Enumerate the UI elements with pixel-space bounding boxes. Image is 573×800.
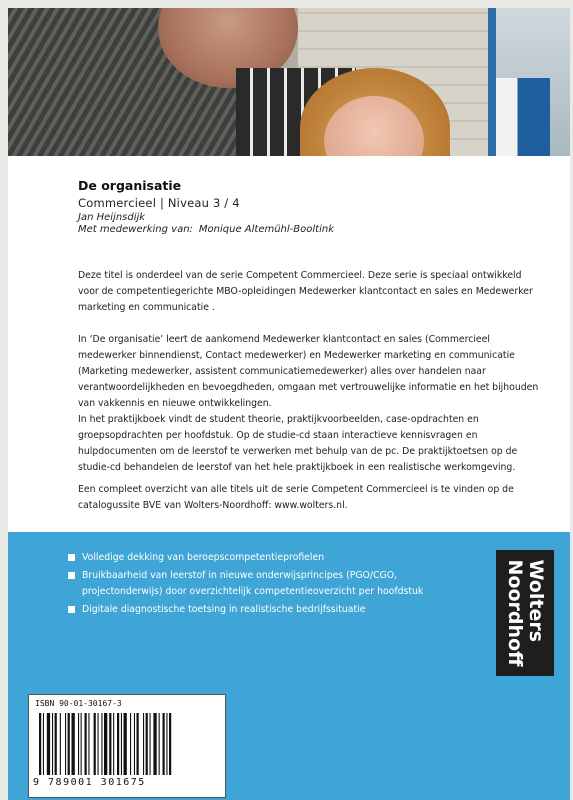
photo-books — [496, 78, 550, 156]
materials-paragraph: In het praktijkboek vindt de student theorie, praktijkvoorbeelden, case-opdrachten en groepsopdrachten per hoofdstuk. Op de studie-cd staan interactieve kennisvragen en hulpdocumenten om de leerstof te verwerken met behulp van de pc. De praktijktoetsen op de studie-cd behandelen de leerstof van het hele praktijkboek in een realistische werkomgeving. — [78, 414, 518, 473]
bullet-square-icon — [68, 554, 75, 561]
blue-feature-band — [8, 532, 570, 800]
overview-paragraph: Een compleet overzicht van alle titels uit de serie Competent Commercieel is te vinden op de catalogussite BVE van Wolters-Noordhoff: www.wolters.nl. — [78, 484, 514, 511]
feature-item: Digitale diagnostische toetsing in realistische bedrijfssituatie — [68, 602, 468, 618]
title-block — [78, 178, 538, 235]
ean-number: 9 789001 301675 — [33, 777, 146, 788]
cover-photo — [8, 8, 570, 156]
barcode-graphic — [37, 713, 217, 775]
book-coauthor — [78, 224, 538, 235]
isbn-number: ISBN 90-01-30167-3 — [35, 699, 122, 708]
content-paragraph: In ‘De organisatie’ leert de aankomend Medewerker klantcontact en sales (Commercieel medewerker binnendienst, Contact medewerker) en Medewerker marketing en communicatie (Marketing medewerker, assistent communicatiemedewerker) alles over handelen naar verantwoordelijkheden en bevoegdheden, omgaan met vertrouwelijke informatie en het bijhouden van vakkennis en nieuwe ontwikkelingen. — [78, 334, 539, 409]
book-title: De organisatie — [78, 178, 182, 193]
publisher-logo-line2: Noordhoff — [504, 559, 526, 667]
book-subtitle: Commercieel | Niveau 3 / 4 — [78, 196, 240, 210]
coauthor-name: Monique Altemühl-Booltink — [198, 224, 334, 235]
book-back-cover — [8, 8, 570, 800]
intro-paragraph: Deze titel is onderdeel van de serie Competent Commercieel. Deze serie is speciaal ontwikkeld voor de competentiegerichte MBO-opleidingen Medewerker klantcontact en sales en Medewerker marketing en communicatie . — [78, 270, 533, 313]
feature-item: Bruikbaarheid van leerstof in nieuwe onderwijsprincipes (PGO/CGO, projectonderwijs) door overzichtelijk competentieoverzicht per hoofdstuk — [68, 568, 468, 600]
barcode-panel — [28, 694, 226, 798]
coauthor-label: Met medewerking van: — [78, 224, 193, 235]
feature-list — [68, 550, 468, 620]
book-author: Jan Heijnsdijk — [78, 212, 146, 223]
publisher-logo — [496, 550, 554, 676]
publisher-logo-line1: Wolters — [525, 559, 547, 643]
feature-item: Volledige dekking van beroepscompetentieprofielen — [68, 550, 468, 566]
bullet-square-icon — [68, 572, 75, 579]
bullet-square-icon — [68, 606, 75, 613]
